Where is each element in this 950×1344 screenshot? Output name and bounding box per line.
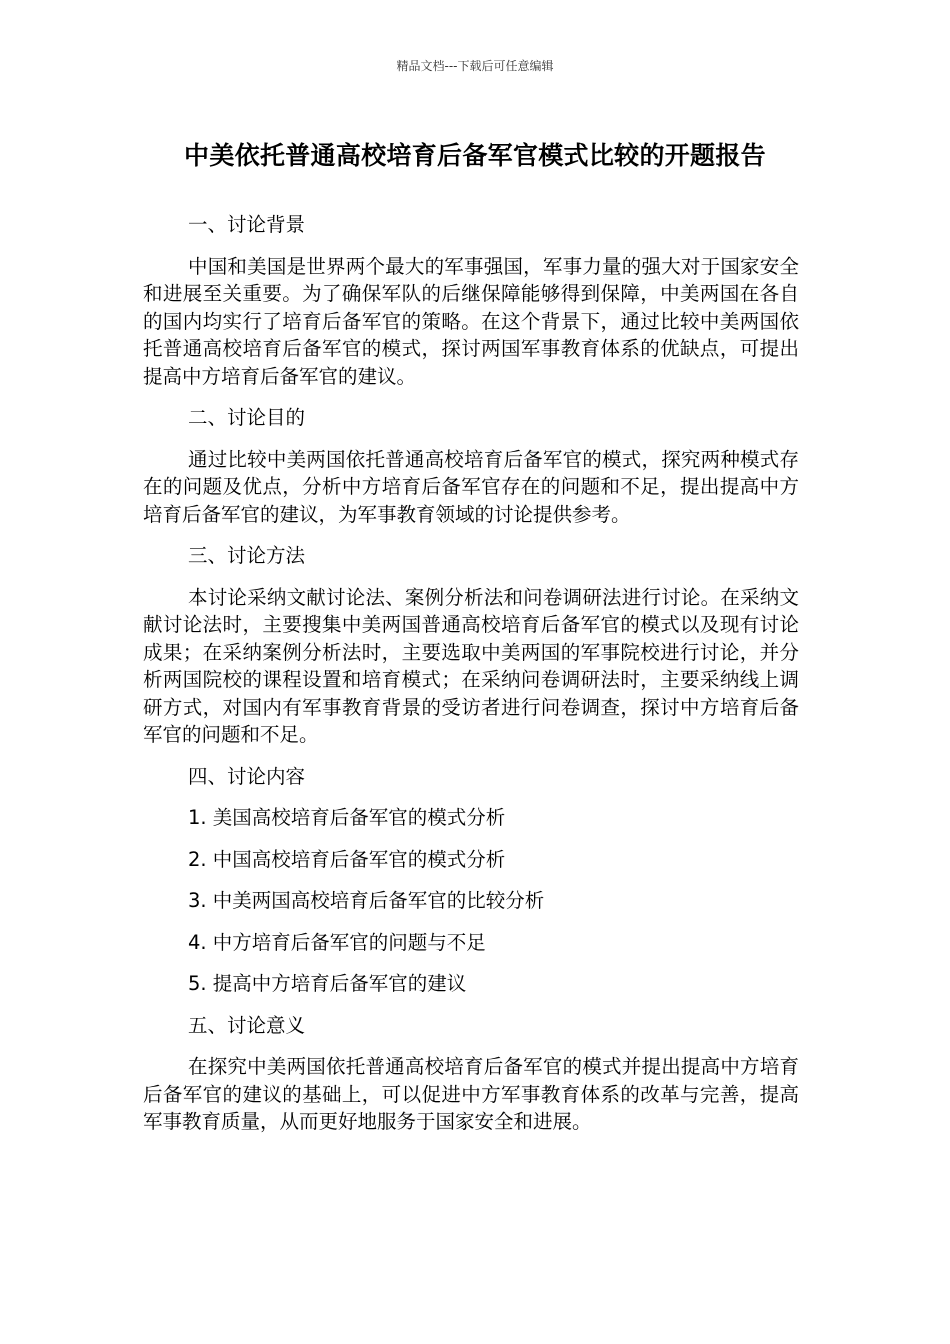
section-paragraph-background: 中国和美国是世界两个最大的军事强国，军事力量的强大对于国家安全和进展至关重要。为了确保军队的后继保障能够得到保障，中美两国在各自的国内均实行了培育后备军官的策略。在这个背景下，通过比较中美两国依托普通高校培育后备军官的模式，探讨两国军事教育体系的优缺点，可提出提高中方培育后备军官的建议。 [143, 254, 799, 388]
section-paragraph-purpose: 通过比较中美两国依托普通高校培育后备军官的模式，探究两种模式存在的问题及优点，分析中方培育后备军官存在的问题和不足，提出提高中方培育后备军官的建议，为军事教育领域的讨论提供参考。 [143, 447, 799, 526]
content-list-item: 4. 中方培育后备军官的问题与不足 [188, 930, 486, 954]
document-title: 中美依托普通高校培育后备军官模式比较的开题报告 [184, 141, 766, 170]
section-heading-purpose: 二、讨论目的 [188, 406, 306, 429]
content-list-item: 5. 提高中方培育后备军官的建议 [188, 972, 467, 995]
section-paragraph-significance: 在探究中美两国依托普通高校培育后备军官的模式并提出提高中方培育后备军官的建议的基础上，可以促进中方军事教育体系的改革与完善，提高军事教育质量，从而更好地服务于国家安全和进展。 [143, 1055, 799, 1133]
section-paragraph-method: 本讨论采纳文献讨论法、案例分析法和问卷调研法进行讨论。在采纳文献讨论法时，主要搜集中美两国普通高校培育后备军官的模式以及现有讨论成果；在采纳案例分析法时，主要选取中美两国的军事院校进行讨论，并分析两国院校的课程设置和培育模式；在采纳问卷调研法时，主要采纳线上调研方式，对国内有军事教育背景的受访者进行问卷调查，探讨中方培育后备军官的问题和不足。 [143, 585, 799, 746]
section-heading-method: 三、讨论方法 [188, 544, 306, 567]
header-note: 精品文档---下载后可任意编辑 [396, 59, 554, 73]
document-body [143, 211, 799, 1150]
content-list-item: 3. 中美两国高校培育后备军官的比较分析 [188, 889, 545, 912]
section-heading-background: 一、讨论背景 [188, 213, 306, 236]
section-heading-significance: 五、讨论意义 [188, 1013, 306, 1037]
section-heading-content: 四、讨论内容 [188, 764, 306, 788]
content-list-item: 2. 中国高校培育后备军官的模式分析 [188, 847, 506, 871]
content-list-item: 1. 美国高校培育后备军官的模式分析 [188, 806, 506, 829]
